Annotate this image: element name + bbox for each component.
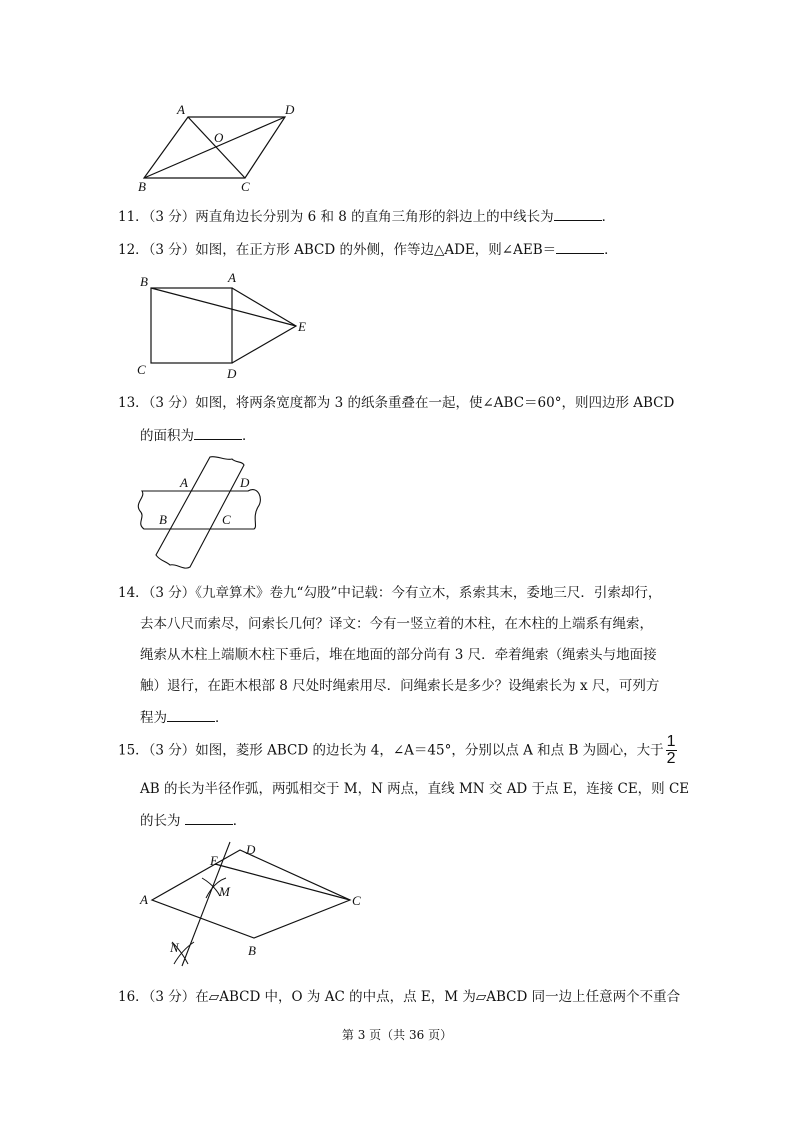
- question-14: [118, 583, 661, 603]
- page-footer: 第 3 页（共 36 页）: [341, 1028, 453, 1042]
- figure-rhombus-construction: [130, 838, 380, 978]
- question-15-line-2: AB 的长为半径作弧，两弧相交于 M，N 两点，直线 MN 交 AD 于点 E，连接 CE，则 CE: [140, 781, 690, 797]
- fraction-numerator: 1: [666, 733, 676, 750]
- label-a: A: [140, 892, 148, 907]
- question-14-line-3: 绳索从木柱上端顺木柱下垂后，堆在地面的部分尚有 3 尺．牵着绳索（绳索头与地面接: [140, 647, 657, 663]
- question-12: [118, 239, 618, 260]
- question-15-line-1: 15．（3 分）如图，菱形 ABCD 的边长为 4，∠A＝45°，分别以点 A 和点 B 为圆心，大于: [118, 742, 664, 759]
- answer-blank-15[interactable]: [185, 810, 233, 825]
- label-d: D: [285, 102, 295, 117]
- label-c: C: [352, 893, 361, 908]
- label-d: D: [240, 475, 250, 490]
- question-16: [118, 987, 680, 1007]
- label-c: C: [137, 362, 146, 377]
- label-c: C: [222, 512, 231, 527]
- label-o: O: [214, 130, 224, 145]
- label-b: B: [140, 274, 148, 289]
- question-11: [118, 206, 615, 227]
- question-14-line-1: 14．（3 分）《九章算术》卷九“勾股”中记载：今有立木，系索其末，委地三尺．引索却行，: [118, 585, 662, 601]
- question-11-text: 11．（3 分）两直角边长分别为 6 和 8 的直角三角形的斜边上的中线长为: [118, 209, 554, 225]
- question-14-line-2: 去本八尺而索尽，问索长几何？译文：今有一竖立着的木柱，在木柱的上端系有绳索，: [140, 616, 653, 632]
- figure-square-triangle: [130, 268, 330, 383]
- question-16-text: 16．（3 分）在▱ABCD 中，O 为 AC 的中点，点 E，M 为▱ABCD 同一边上任意两个不重合: [118, 989, 681, 1005]
- label-b: B: [138, 179, 146, 194]
- answer-blank-12[interactable]: [556, 239, 604, 254]
- label-c: C: [241, 179, 250, 194]
- question-13: [118, 393, 674, 413]
- question-14-line-5: 程为: [140, 710, 167, 726]
- label-m: M: [219, 884, 230, 899]
- question-13-line-1: 13．（3 分）如图，将两条宽度都为 3 的纸条重叠在一起，使∠ABC＝60°，则四边形 ABCD: [118, 395, 675, 411]
- answer-blank-13[interactable]: [194, 425, 242, 440]
- label-b: B: [159, 512, 167, 527]
- label-d: D: [246, 842, 256, 857]
- question-13-line-2: 的面积为: [140, 428, 194, 444]
- question-11-end: ．: [601, 209, 616, 225]
- question-15: [118, 734, 677, 767]
- label-e: E: [210, 853, 218, 868]
- label-e: E: [298, 319, 306, 334]
- label-b: B: [248, 943, 256, 958]
- question-12-end: ．: [604, 242, 618, 258]
- figure-paper-strips: [130, 455, 280, 575]
- question-14-line-4: 触）退行，在距木根部 8 尺处时绳索用尽．问绳索长是多少？设绳索长为 x 尺，可列方: [140, 678, 660, 694]
- answer-blank-14[interactable]: [167, 707, 215, 722]
- question-14-end: ．: [215, 710, 229, 726]
- label-a: A: [177, 102, 185, 117]
- label-a: A: [180, 475, 188, 490]
- label-a: A: [228, 270, 236, 285]
- question-15-last: [140, 810, 246, 831]
- label-n: N: [170, 940, 179, 955]
- question-13-cont: [140, 425, 256, 446]
- question-12-text: 12．（3 分）如图，在正方形 ABCD 的外侧，作等边△ADE，则∠AEB＝: [118, 242, 557, 258]
- question-15-line-3: 的长为: [140, 813, 181, 829]
- question-13-end: ．: [242, 428, 256, 444]
- answer-blank-11[interactable]: [554, 206, 602, 221]
- question-14-last: [140, 707, 229, 728]
- figure-parallelogram-abcd: [130, 100, 310, 200]
- fraction-one-half: [666, 734, 677, 767]
- fraction-denominator: 2: [666, 750, 676, 767]
- question-15-end: ．: [232, 813, 247, 829]
- label-d: D: [227, 366, 237, 381]
